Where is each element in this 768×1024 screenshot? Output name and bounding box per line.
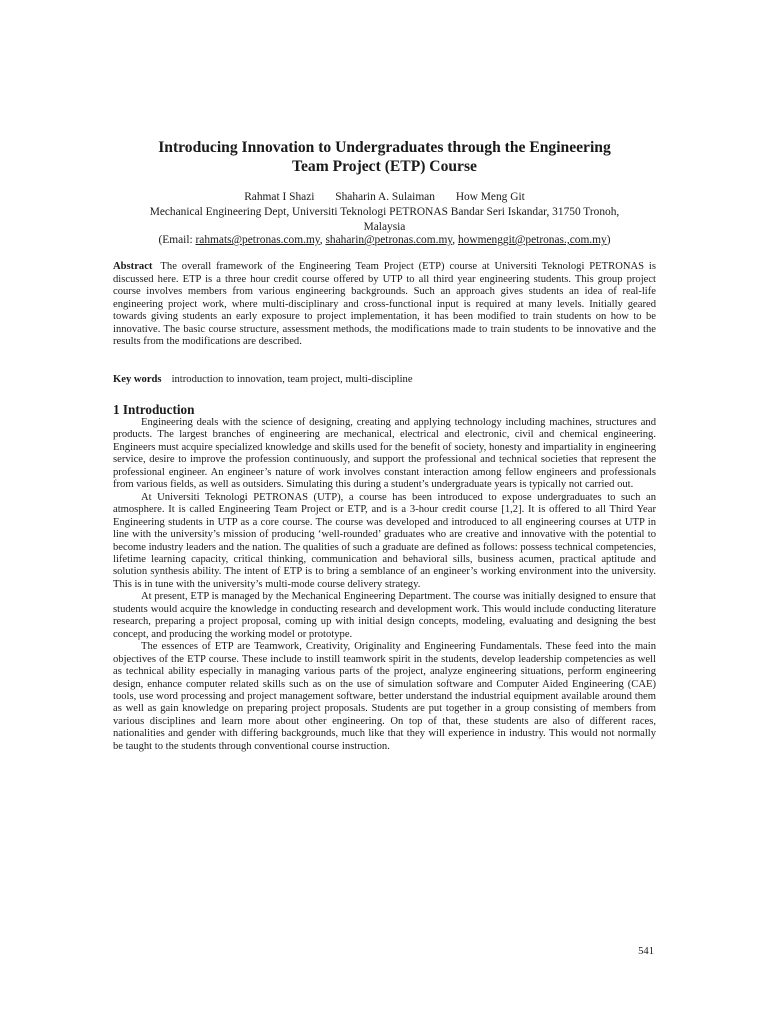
paragraph-4: The essences of ETP are Teamwork, Creativity, Originality and Engineering Fundamentals. These feed into the main objectives of the ETP course. These include to instill teamwork spirit in the students, develop leadership competencies as well as technical ability especially in managing various parts of the project, analyze engineering situations, perform engineering design, enhance computer related skills such as on the use of simulation software and Computer Aided Engineering (CAE) tools, use word processing and project management software, better understand the industrial equipment available around them as well as gain knowledge on preparing project proposals. Students are put together in a group consisting of members from various disciplines and learn more about other engineering. On top of that, these students are also of different races, nationalities and gender with differing backgrounds, much like that they will experience in industry. This would not normally be taught to the students through conventional course instruction.: [113, 641, 656, 752]
paragraph-3: At present, ETP is managed by the Mechanical Engineering Department. The course was initially designed to ensure that students would acquire the knowledge in conducting research and development work. This would include conducting literature research, preparing a project proposal, coming up with initial design concepts, modeling, evaluating and designing the best concept, and producing the working model or prototype.: [113, 591, 656, 640]
section-heading: 1 Introduction: [113, 402, 195, 417]
paper-page: [113, 0, 656, 1024]
section-body: [113, 417, 656, 753]
email-open: (Email:: [158, 234, 196, 246]
email-link-2[interactable]: shaharin@petronas.com.my: [325, 234, 453, 246]
email-link-1[interactable]: rahmats@petronas.com.my: [195, 234, 320, 246]
author-2: Shaharin A. Sulaiman: [335, 191, 435, 203]
keywords-text: introduction to innovation, team project, multi-discipline: [171, 374, 413, 385]
author-1: Rahmat I Shazi: [244, 191, 315, 203]
email-separator-1: ,: [319, 234, 326, 246]
title-line-2: Team Project (ETP) Course: [292, 158, 477, 175]
author-list: [113, 190, 656, 205]
page-number: 541: [638, 946, 654, 957]
affiliation-line-1: Mechanical Engineering Dept, Universiti Teknologi PETRONAS Bandar Seri Iskandar, 31750 Tronoh,: [149, 206, 620, 218]
paragraph-2: At Universiti Teknologi PETRONAS (UTP), a course has been introduced to expose undergraduates to such an atmosphere. It is called Engineering Team Project or ETP, and is a 3-hour credit course [1,2]. It is offered to all Third Year Engineering students in UTP as a core course. The course was developed and introduced to all engineering courses at UTP in line with the university’s mission of producing ‘well-rounded’ graduates who are creative and innovative with the potential to become industry leaders and the nation. The qualities of such a graduate are defined as follows: possess technical competencies, lifetime learning capacity, critical thinking, communication and behavioral sills, business acumen, practical aptitude and solution synthesis ability. The intent of ETP is to bring a semblance of an engineer’s working environment into the university. This is in tune with the university’s multi-mode course delivery strategy.: [113, 491, 656, 590]
affiliation-line-2: Malaysia: [363, 220, 406, 233]
keywords-label: Key words: [113, 374, 162, 385]
keywords: [113, 374, 656, 387]
email-line: [113, 233, 656, 248]
abstract-text: The overall framework of the Engineering Team Project (ETP) course at Universiti Teknologi PETRONAS is discussed here. ETP is a three hour credit course offered by UTP to all third year engineering students. This group project course involves members from various engineering backgrounds. Such an approach gives students an idea of real-life engineering project work, where multi-disciplinary and cross-functional input is required at many levels. Initially geared towards giving students an early exposure to project implementation, it has been modified to train students on how to be innovative. The basic course structure, assessment methods, the modifications made to train students to be innovative and the results from the modifications are described.: [113, 261, 656, 347]
author-3: How Meng Git: [455, 191, 525, 203]
email-link-3[interactable]: howmenggit@petronas.,com.my: [457, 234, 607, 246]
abstract-label: Abstract: [113, 261, 153, 272]
affiliation: [113, 205, 656, 234]
email-close: ): [606, 234, 611, 246]
paper-title: [113, 138, 656, 176]
email-separator-2: ,: [452, 234, 458, 246]
abstract: [113, 261, 656, 349]
title-line-1: Introducing Innovation to Undergraduates through the Engineering: [158, 139, 611, 156]
paragraph-1: Engineering deals with the science of designing, creating and applying technology including machines, structures and products. The largest branches of engineering are mechanical, electrical and electronic, civil and chemical engineering. Engineers must acquire specialized knowledge and skills used for the benefit of society, honesty and impartiality in engineering service, desire to improve the profession continuously, and support the professional and technical societies that represent the professional engineer. An engineer’s nature of work involves constant interaction among fellow engineers and professionals from various fields, as well as outsiders. Simulating this during a student’s undergraduate years is typically not carried out.: [113, 417, 656, 491]
